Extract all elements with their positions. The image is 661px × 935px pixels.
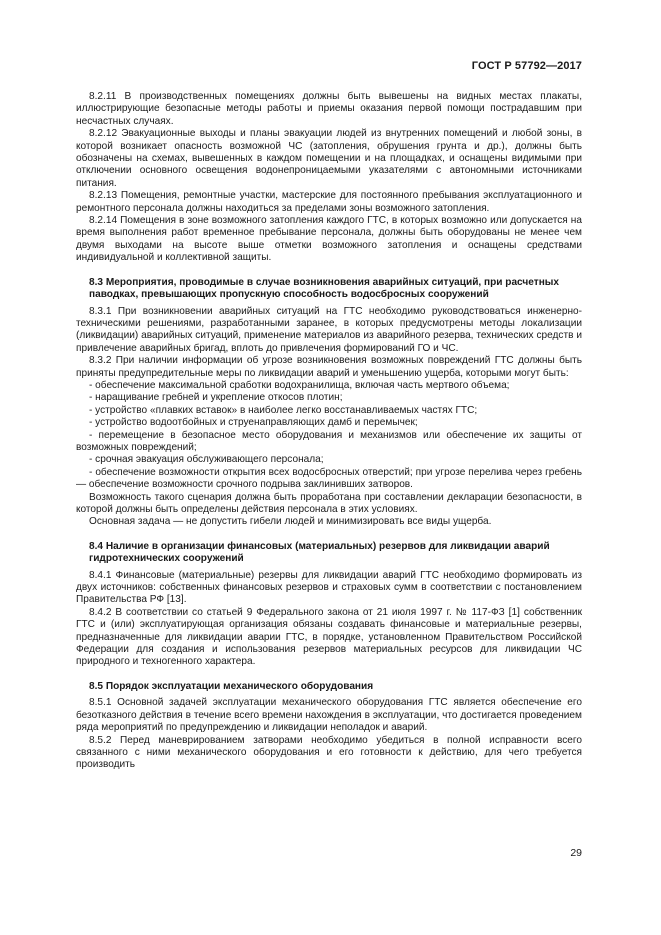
paragraph-8-2-13: 8.2.13 Помещения, ремонтные участки, мастерские для постоянного пребывания эксплуатационного и ремонтного персонала должны находиться за пределами зоны возможного затопления. — [76, 190, 582, 214]
paragraph-8-3-2: 8.3.2 При наличии информации об угрозе возникновения возможных повреждений ГТС должны быть приняты предупредительные меры по ликвидации аварий и уменьшению ущерба, которыми могут быть: — [76, 355, 582, 379]
paragraph-8-2-12: 8.2.12 Эвакуационные выходы и планы эвакуации людей из внутренних помещений и любой зоны, в которой возникает опасность возможной ЧС (затопления, обрушения грунта и др.), должны быть обозначены на схемах, вывешенных в каждом помещении и на площадках, и оснащены видимыми при отключении основного освещения водонепроницаемыми указателями с автономными источниками питания. — [76, 128, 582, 189]
list-item: - перемещение в безопасное место оборудования и механизмов или обеспечение их защиты от возможных повреждений; — [76, 429, 582, 453]
paragraph-8-2-14: 8.2.14 Помещения в зоне возможного затопления каждого ГТС, в которых возможно или допускается на время выполнения работ временное пребывание персонала, должны быть оборудованы не менее чем двумя выходами на высоте выше отметки возможного затопления и оснащены средствами индивидуальной и коллективной защиты. — [76, 215, 582, 264]
paragraph-8-2-11: 8.2.11 В производственных помещениях должны быть вывешены на видных местах плакаты, иллюстрирующие безопасные методы работы и приемы оказания первой помощи пострадавшим при несчастных случаях. — [76, 91, 582, 127]
list-item: - срочная эвакуация обслуживающего персонала; — [89, 454, 324, 466]
list-item: - обеспечение возможности открытия всех водосбросных отверстий; при угрозе перелива через гребень — обеспечение возможности срочного подрыва заклинивших затворов. — [76, 466, 582, 491]
paragraph-8-5-2: 8.5.2 Перед маневрированием затворами необходимо убедиться в полной исправности всего связанного с ними механического оборудования и его готовности к действию, для чего требуется производить — [76, 734, 582, 771]
paragraph-8-5-1: 8.5.1 Основной задачей эксплуатации механического оборудования ГТС является обеспечение его безотказного действия в течение всего времени нахождения в эксплуатации, что достигается проведением ряда мероприятий по предупреждению и ликвидации неполадок и аварий. — [76, 697, 582, 734]
paragraph-8-4-1: 8.4.1 Финансовые (материальные) резервы для ликвидации аварий ГТС необходимо формировать из двух источников: собственных финансовых резервов и страховых сумм в соответствии с постановлением Правительства РФ [13]. — [76, 569, 582, 606]
section-heading-8-3: 8.3 Мероприятия, проводимые в случае возникновения аварийных ситуаций, при расчетных паводках, превышающих пропускную способность водосбросных сооружений — [89, 276, 560, 301]
list-item: - устройство водоотбойных и струенаправляющих дамб и перемычек; — [89, 417, 418, 429]
standard-header: ГОСТ Р 57792—2017 — [471, 60, 582, 72]
list-item: - устройство «плавких вставок» в наиболее легко восстанавливаемых частях ГТС; — [89, 404, 478, 416]
paragraph-8-4-2: 8.4.2 В соответствии со статьей 9 Федерального закона от 21 июля 1997 г. № 117-ФЗ [1] собственник ГТС и (или) эксплуатирующая организация обязаны создавать финансовые и материальные резервы, предназначенные для ликвидации аварии ГТС, в порядке, установленном Правительством Российской Федерации для создания и использования резервов материальных ресурсов для ликвидации ЧС природного и техногенного характера. — [76, 606, 582, 668]
paragraph-8-3-1: 8.3.1 При возникновении аварийных ситуаций на ГТС необходимо руководствоваться инженерно-техническими решениями, разработанными заранее, в которых предусмотрены методы локализации (ликвидации) аварийных ситуаций, применение материалов из аварийного резерва, технических средств и привлечение аварийных бригад, вплоть до привлечения формирований ГО и ЧС. — [76, 305, 582, 354]
list-item: - наращивание гребней и укрепление откосов плотин; — [89, 392, 343, 404]
page-content — [76, 91, 582, 772]
section-heading-8-4: 8.4 Наличие в организации финансовых (материальных) резервов для ликвидации аварий гидротехнических сооружений — [89, 540, 550, 565]
paragraph-8-3-main-task: Основная задача — не допустить гибели людей и минимизировать все виды ущерба. — [89, 516, 492, 528]
section-heading-8-5: 8.5 Порядок эксплуатации механического оборудования — [89, 680, 374, 692]
list-item: - обеспечение максимальной сработки водохранилища, включая часть мертвого объема; — [89, 379, 510, 391]
paragraph-8-3-scenario: Возможность такого сценария должна быть проработана при составлении декларации безопасности, в которой должны быть определены действия персонала в этих условиях. — [76, 491, 582, 515]
page-number: 29 — [570, 847, 582, 859]
